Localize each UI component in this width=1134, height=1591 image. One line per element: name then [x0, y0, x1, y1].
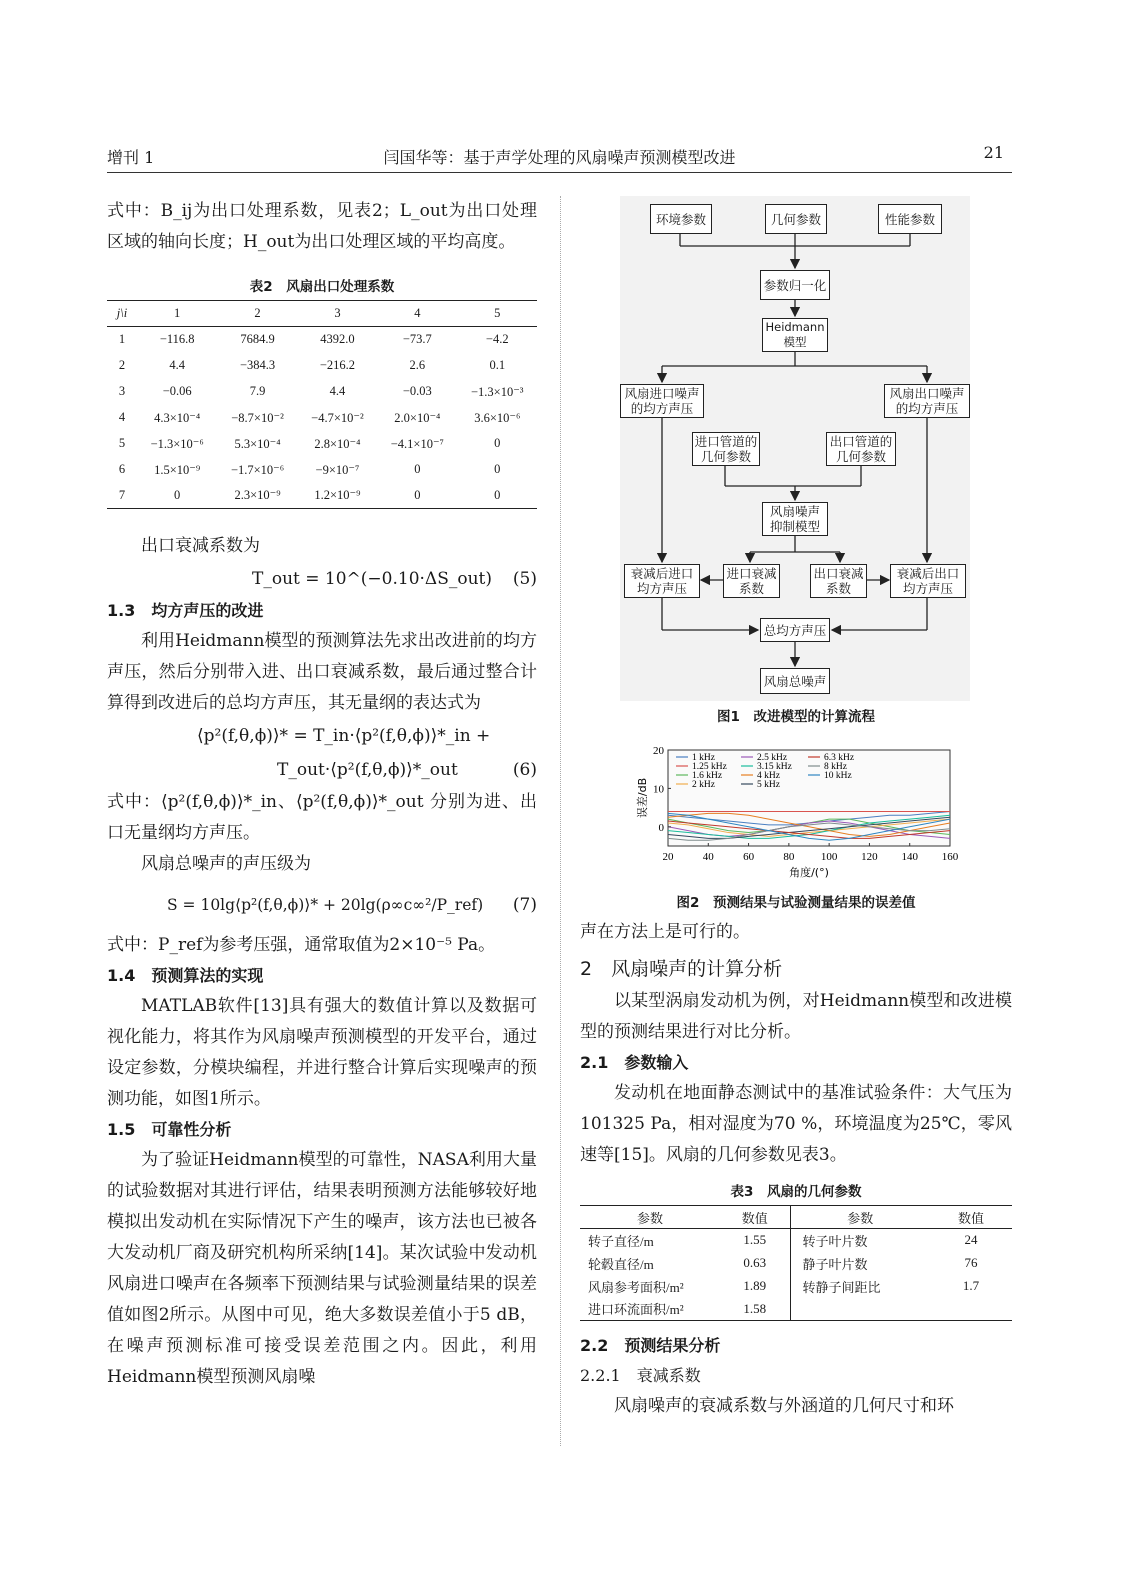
- legend-label: 1.6 kHz: [692, 771, 723, 781]
- figure1-caption: 图1 改进模型的计算流程: [717, 709, 875, 725]
- equation-5-number: (5): [512, 569, 537, 589]
- section-2-2-1-heading: 2.2.1 衰减系数: [580, 1366, 701, 1385]
- t2-row: [107, 457, 537, 483]
- t3-cell: 1.55: [743, 1232, 767, 1248]
- equation-6-number: (6): [512, 760, 537, 780]
- box-outlet-attenuation-coefficient: 出口衰减 系数: [810, 564, 867, 598]
- equation-6-part2: T_out·⟨p²(f,θ,ϕ)⟩*_out: [277, 760, 458, 780]
- equation-6-where: 式中：⟨p²(f,θ,ϕ)⟩*_in、⟨p²(f,θ,ϕ)⟩*_out 分别为进、出口无量纲均方声压。: [107, 792, 537, 843]
- t2-row: [107, 483, 537, 509]
- box-total-mean-square: 总均方声压: [760, 618, 830, 642]
- box-attenuated-inlet: 衰减后进口 均方声压: [624, 564, 700, 598]
- x-tick-label: 20: [662, 851, 674, 863]
- box-suppression-model: 风扇噪声 抑制模型: [762, 502, 828, 536]
- t2-cell: 4.4: [169, 358, 185, 372]
- t2-cell: 5: [118, 436, 126, 450]
- t3-cell: 1.58: [743, 1300, 767, 1316]
- t2-cell: 0: [494, 436, 501, 450]
- t2-cell: −0.03: [402, 384, 432, 398]
- table2-caption: 表2 风扇出口处理系数: [249, 279, 395, 295]
- total-noise-intro: 风扇总噪声的声压级为: [141, 854, 311, 874]
- t3-header-cell: 数值: [957, 1210, 984, 1226]
- t3-cell: [790, 1298, 930, 1321]
- legend-label: 2.5 kHz: [757, 753, 788, 763]
- t2-header-cell: 3: [334, 306, 341, 320]
- t2-cell: −1.3×10⁻³: [470, 384, 524, 399]
- t3-cell: 转子直径/m: [588, 1233, 654, 1249]
- header-title: 闫国华等：基于声学处理的风扇噪声预测模型改进: [383, 148, 736, 167]
- right-column: [580, 196, 1012, 1422]
- t2-row: [107, 353, 537, 379]
- t2-cell: 2: [118, 358, 126, 372]
- t2-cell: 4: [118, 410, 126, 424]
- t2-cell: −9×10⁻⁷: [315, 462, 360, 477]
- equation-6-line1: [107, 719, 537, 753]
- table2-body: [107, 327, 537, 509]
- t2-cell: 7: [118, 487, 126, 502]
- continued-paragraph: 声在方法上是可行的。: [580, 922, 750, 942]
- t2-cell: 2.6: [409, 358, 426, 372]
- section-2-2-1-paragraph: 风扇噪声的衰减系数与外涵道的几何尺寸和环: [614, 1396, 954, 1416]
- t2-cell: 4.4: [329, 384, 346, 398]
- box-env-params: 环境参数: [650, 204, 712, 234]
- box-outlet-mean-square: 风扇出口噪声 的均方声压: [884, 384, 970, 418]
- t2-cell: −116.8: [159, 332, 195, 347]
- x-tick-label: 100: [820, 851, 838, 863]
- table3-header-row: [580, 1206, 1012, 1229]
- t2-cell: 3.6×10⁻⁶: [474, 410, 521, 425]
- box-inlet-attenuation-coefficient: 进口衰减 系数: [723, 564, 780, 598]
- section-1-5-heading: 1.5 可靠性分析: [107, 1120, 232, 1139]
- t3-cell: 0.63: [743, 1255, 767, 1270]
- legend-label: 6.3 kHz: [824, 753, 855, 763]
- equation-7-where: 式中：P_ref为参考压强，通常取值为2×10⁻⁵ Pa。: [107, 935, 496, 955]
- t2-cell: 0: [174, 487, 181, 502]
- section-2-paragraph: 以某型涡扇发动机为例，对Heidmann模型和改进模型的预测结果进行对比分析。: [580, 991, 1012, 1042]
- section-2-heading: 2 风扇噪声的计算分析: [580, 958, 783, 980]
- x-axis-label: 角度/(°): [789, 866, 829, 879]
- t2-cell: 7684.9: [240, 332, 275, 347]
- t2-cell: 2.8×10⁻⁴: [314, 436, 361, 451]
- page-number: 21: [983, 143, 1004, 162]
- t2-header-cell: j\i: [116, 306, 128, 320]
- t2-header-cell: 4: [414, 306, 421, 320]
- section-1-4-paragraph: MATLAB软件[13]具有强大的数值计算以及数据可视化能力，将其作为风扇噪声预测模型的开发平台，通过设定参数，分模块编程，并进行整合计算后实现噪声的预测功能，如图1所示。: [107, 996, 537, 1109]
- t3-cell: 风扇参考面积/m²: [588, 1279, 684, 1295]
- section-1-5-paragraph: 为了验证Heidmann模型的可靠性，NASA利用大量的试验数据对其进行评估，结果表明预测方法能够较好地模拟出发动机在实际情况下产生的噪声，该方法也已被各大发动机厂商及研究机构所采纳[14]。某次试验中发动机风扇进口噪声在各频率下预测结果与试验测量结果的误差值如图2所示。从图中可见，绝大多数误差值小于5 dB，在噪声预测标准可接受误差范围之内。因此，利用Heidmann模型预测风扇噪: [107, 1150, 537, 1387]
- table3-body: [580, 1229, 1012, 1321]
- box-inlet-duct-geometry: 进口管道的 几何参数: [692, 432, 760, 466]
- t2-cell: 0.1: [489, 358, 506, 372]
- t3-header-cell: 数值: [741, 1210, 768, 1226]
- issue-label: 增刊 1: [107, 148, 155, 167]
- left-column: [107, 196, 537, 1393]
- attenuation-intro: 出口衰减系数为: [141, 536, 260, 556]
- t2-cell: 0: [494, 487, 501, 502]
- box-outlet-duct-geometry: 出口管道的 几何参数: [826, 432, 896, 466]
- t2-cell: −8.7×10⁻²: [231, 410, 284, 425]
- x-tick-label: 40: [702, 851, 714, 863]
- t3-header-cell: 参数: [636, 1210, 663, 1226]
- table2-header-row: [107, 301, 537, 327]
- x-tick-label: 60: [743, 851, 755, 863]
- table2: [107, 300, 537, 509]
- t2-cell: 7.9: [249, 384, 266, 398]
- t3-cell: 1.7: [962, 1278, 980, 1293]
- t3-cell: 24: [964, 1232, 978, 1248]
- section-2-1-heading: 2.1 参数输入: [580, 1053, 689, 1072]
- y-axis-label: 误差/dB: [636, 777, 649, 819]
- legend-label: 2 kHz: [692, 780, 715, 790]
- t3-cell: [930, 1298, 1012, 1321]
- t2-cell: 0: [494, 462, 501, 476]
- t2-row: [107, 327, 537, 353]
- t3-cell: 1.89: [743, 1278, 767, 1293]
- table3: [580, 1205, 1012, 1321]
- t3-cell: 转子叶片数: [790, 1229, 930, 1252]
- t3-row: [580, 1275, 1012, 1298]
- t2-cell: −216.2: [319, 358, 356, 372]
- legend-label: 5 kHz: [757, 780, 780, 790]
- equation-7-number: (7): [512, 895, 537, 915]
- t2-row: [107, 379, 537, 405]
- t2-cell: 4392.0: [320, 332, 355, 347]
- t3-cell: 轮毂直径/m: [588, 1256, 654, 1272]
- y-tick-label: 0: [658, 821, 664, 834]
- section-2-2-heading: 2.2 预测结果分析: [580, 1336, 721, 1355]
- box-perf-params: 性能参数: [878, 204, 942, 234]
- t2-row: [107, 431, 537, 457]
- legend-label: 8 kHz: [824, 762, 847, 772]
- section-1-3-heading: 1.3 均方声压的改进: [107, 601, 264, 620]
- t2-cell: −384.3: [239, 358, 276, 372]
- error-chart-figure: [580, 742, 1012, 917]
- equation-7-body: S = 10lg⟨p²(f,θ,ϕ)⟩* + 20lg(ρ∞c∞²/P_ref): [167, 896, 484, 914]
- t2-cell: −0.06: [162, 384, 192, 398]
- section-1-4-heading: 1.4 预测算法的实现: [107, 966, 264, 985]
- box-heidmann-model: Heidmann 模型: [762, 318, 828, 352]
- box-normalization: 参数归一化: [760, 270, 830, 300]
- legend-label: 1.25 kHz: [692, 762, 727, 772]
- t3-cell: 进口环流面积/m²: [588, 1302, 684, 1318]
- running-header: [107, 143, 1012, 173]
- t2-cell: 1.5×10⁻⁹: [154, 462, 201, 477]
- y-tick-label: 20: [653, 745, 664, 757]
- intro-paragraph: 式中：B_ij为出口处理系数，见表2；L_out为出口处理区域的轴向长度；H_out为出口处理区域的平均高度。: [107, 201, 537, 252]
- box-inlet-mean-square: 风扇进口噪声 的均方声压: [620, 384, 704, 418]
- x-tick-label: 160: [941, 851, 959, 863]
- t2-row: [107, 405, 537, 431]
- t2-cell: 2.0×10⁻⁴: [394, 410, 441, 425]
- t3-cell: 转静子间距比: [790, 1275, 930, 1298]
- t2-cell: 4.3×10⁻⁴: [154, 410, 201, 425]
- t2-header-cell: 5: [494, 306, 501, 320]
- section-2-1-paragraph: 发动机在地面静态测试中的基准试验条件：大气压为101325 Pa，相对湿度为70 %，环境温度为25℃，零风速等[15]。风扇的几何参数见表3。: [580, 1083, 1012, 1165]
- figure2-caption: 图2 预测结果与试验测量结果的误差值: [676, 895, 916, 911]
- x-tick-label: 140: [901, 851, 918, 863]
- legend-label: 3.15 kHz: [757, 762, 792, 772]
- t3-row: [580, 1252, 1012, 1275]
- t3-header-cell: 参数: [790, 1206, 930, 1229]
- t2-cell: 1: [118, 332, 126, 347]
- t2-cell: −4.1×10⁻⁷: [390, 436, 444, 451]
- section-1-3-paragraph: 利用Heidmann模型的预测算法先求出改进前的均方声压，然后分别带入进、出口衰减系数，最后通过整合计算得到改进后的总均方声压，其无量纲的表达式为: [107, 631, 537, 713]
- t2-cell: 5.3×10⁻⁴: [234, 436, 281, 451]
- t3-row: [580, 1229, 1012, 1252]
- t2-header-cell: 2: [254, 306, 261, 320]
- equation-5-body: T_out = 10^(−0.10·ΔS_out): [252, 569, 492, 589]
- t2-cell: 0: [414, 487, 421, 502]
- t2-cell: −1.3×10⁻⁶: [150, 436, 204, 451]
- flowchart-figure: [580, 196, 1012, 736]
- t2-header-cell: 1: [174, 306, 181, 320]
- x-tick-label: 80: [783, 851, 795, 863]
- t3-cell: 静子叶片数: [790, 1252, 930, 1275]
- y-tick-label: 10: [653, 783, 664, 796]
- box-total-fan-noise: 风扇总噪声: [760, 668, 830, 694]
- error-chart: [580, 742, 1012, 892]
- x-tick-label: 120: [861, 851, 878, 863]
- t2-cell: 6: [118, 462, 126, 476]
- legend-label: 1 kHz: [692, 753, 715, 763]
- t2-cell: 0: [414, 462, 421, 476]
- legend-label: 10 kHz: [824, 771, 852, 781]
- t3-row: [580, 1298, 1012, 1321]
- t3-cell: 76: [964, 1255, 978, 1270]
- column-divider: [560, 196, 561, 1446]
- t2-cell: 2.3×10⁻⁹: [234, 488, 281, 503]
- table3-caption: 表3 风扇的几何参数: [730, 1184, 862, 1200]
- t2-cell: −73.7: [402, 332, 432, 347]
- t2-cell: 3: [118, 384, 126, 398]
- t2-cell: 1.2×10⁻⁹: [314, 488, 361, 503]
- equation-6-part1: ⟨p²(f,θ,ϕ)⟩* = T_in·⟨p²(f,θ,ϕ)⟩*_in +: [197, 726, 491, 746]
- equation-6-line2: [107, 753, 537, 787]
- box-attenuated-outlet: 衰减后出口 均方声压: [890, 564, 966, 598]
- legend-label: 4 kHz: [757, 771, 780, 781]
- t2-cell: −1.7×10⁻⁶: [230, 462, 285, 477]
- equation-5: [107, 562, 537, 596]
- equation-7: [107, 880, 537, 930]
- box-geom-params: 几何参数: [765, 204, 827, 234]
- t2-cell: −4.7×10⁻²: [311, 410, 364, 425]
- t2-cell: −4.2: [485, 332, 509, 347]
